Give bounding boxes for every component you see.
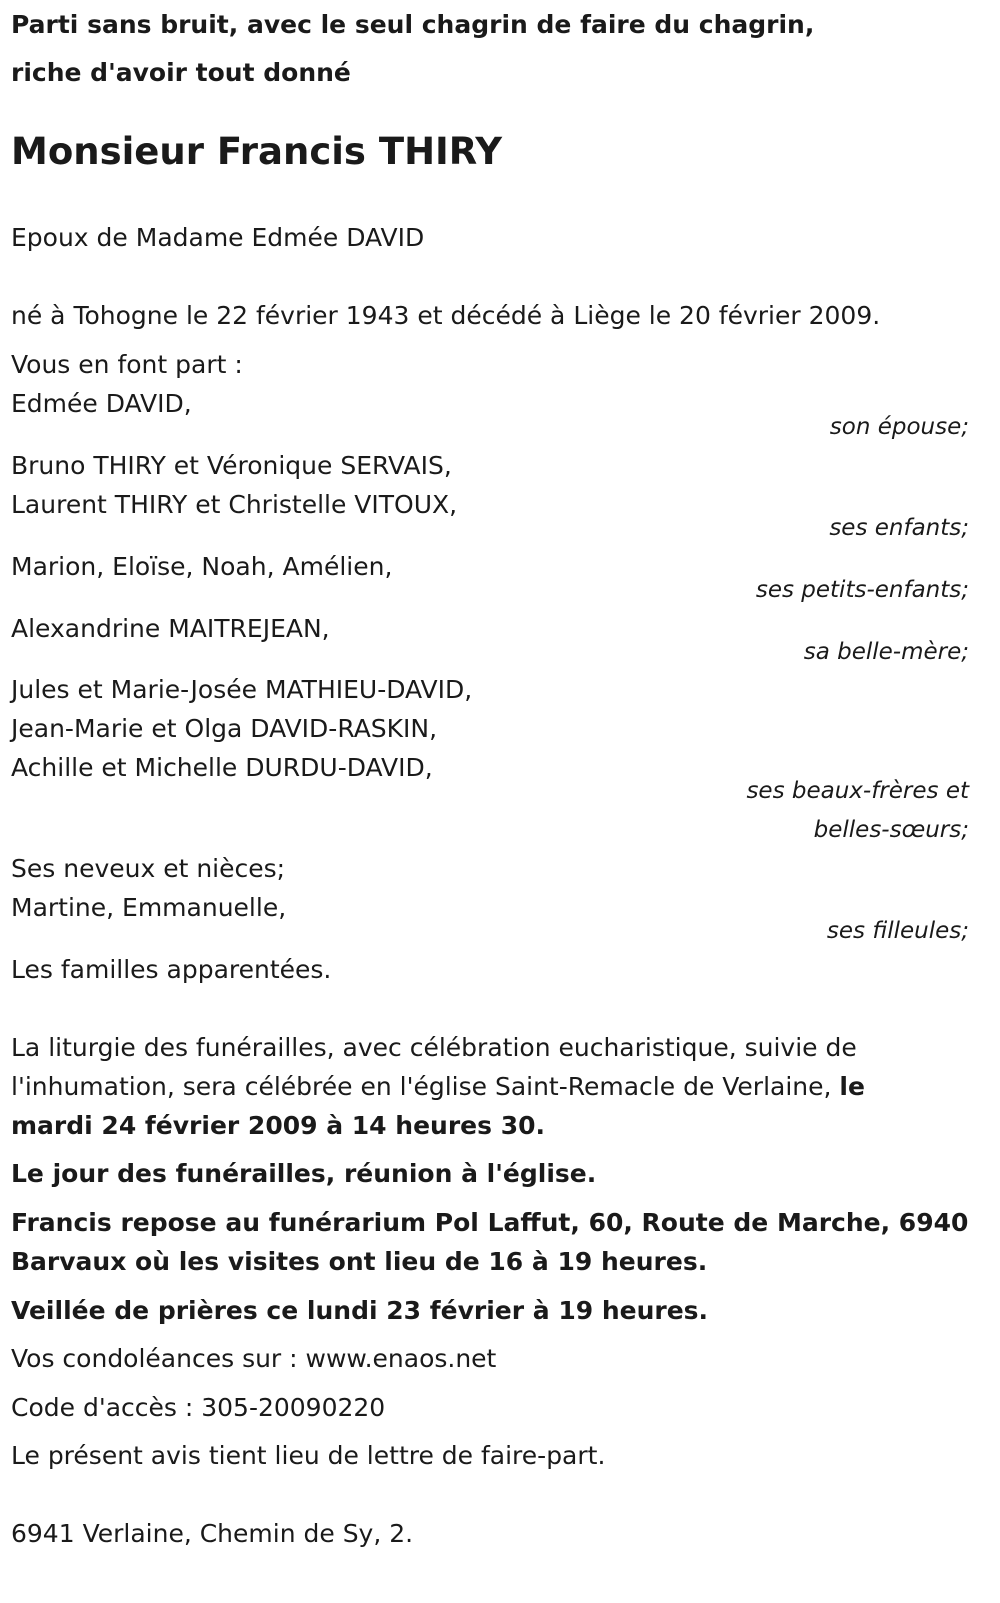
relation-label: sa belle-mère; xyxy=(803,639,969,665)
announcer-name: Ses neveux et nièces; xyxy=(11,854,286,883)
liturgy-line-2-text: l'inhumation, sera célébrée en l'église Saint-Remacle de Verlaine, xyxy=(11,1072,840,1101)
relation-label: ses enfants; xyxy=(829,515,969,541)
announcer-name: Martine, Emmanuelle, xyxy=(11,893,287,922)
relation-label: ses petits-enfants; xyxy=(755,577,969,603)
vigil-line: Veillée de prières ce lundi 23 février à 19 heures. xyxy=(11,1296,709,1325)
epigraph-line-2: riche d'avoir tout donné xyxy=(11,58,351,87)
notice-line: Le présent avis tient lieu de lettre de faire-part. xyxy=(11,1441,606,1470)
relation-label: ses beaux-frères et xyxy=(746,778,969,804)
repose-line-2: Barvaux où les visites ont lieu de 16 à 19 heures. xyxy=(11,1247,708,1276)
spouse-line: Epoux de Madame Edmée DAVID xyxy=(11,223,425,252)
announcers-intro: Vous en font part : xyxy=(11,350,243,379)
deceased-name: Monsieur Francis THIRY xyxy=(11,130,503,173)
epigraph-line-1: Parti sans bruit, avec le seul chagrin de faire du chagrin, xyxy=(11,10,815,39)
announcer-name: Marion, Eloïse, Noah, Amélien, xyxy=(11,552,393,581)
liturgy-line-2 xyxy=(11,1072,865,1102)
address-line: 6941 Verlaine, Chemin de Sy, 2. xyxy=(11,1519,414,1548)
announcer-name: Edmée DAVID, xyxy=(11,389,192,418)
relation-label: ses filleules; xyxy=(826,918,969,944)
liturgy-line-1: La liturgie des funérailles, avec célébration eucharistique, suivie de xyxy=(11,1033,857,1062)
condolences-line: Vos condoléances sur : www.enaos.net xyxy=(11,1344,497,1373)
announcer-name: Achille et Michelle DURDU-DAVID, xyxy=(11,753,433,782)
announcer-name: Laurent THIRY et Christelle VITOUX, xyxy=(11,490,458,519)
relation-label: son épouse; xyxy=(829,414,969,440)
families-line: Les familles apparentées. xyxy=(11,955,332,984)
relation-label: belles-sœurs; xyxy=(813,817,969,843)
announcer-name: Bruno THIRY et Véronique SERVAIS, xyxy=(11,451,452,480)
repose-line-1: Francis repose au funérarium Pol Laffut, 60, Route de Marche, 6940 xyxy=(11,1208,969,1237)
meeting-line: Le jour des funérailles, réunion à l'église. xyxy=(11,1159,597,1188)
liturgy-line-3: mardi 24 février 2009 à 14 heures 30. xyxy=(11,1111,545,1140)
announcer-name: Jules et Marie-Josée MATHIEU-DAVID, xyxy=(11,675,473,704)
access-code-line: Code d'accès : 305-20090220 xyxy=(11,1393,386,1422)
liturgy-line-2-bold: le xyxy=(839,1072,865,1101)
dates-line: né à Tohogne le 22 février 1943 et décédé à Liège le 20 février 2009. xyxy=(11,301,881,330)
announcer-name: Alexandrine MAITREJEAN, xyxy=(11,614,330,643)
announcer-name: Jean-Marie et Olga DAVID-RASKIN, xyxy=(11,714,438,743)
